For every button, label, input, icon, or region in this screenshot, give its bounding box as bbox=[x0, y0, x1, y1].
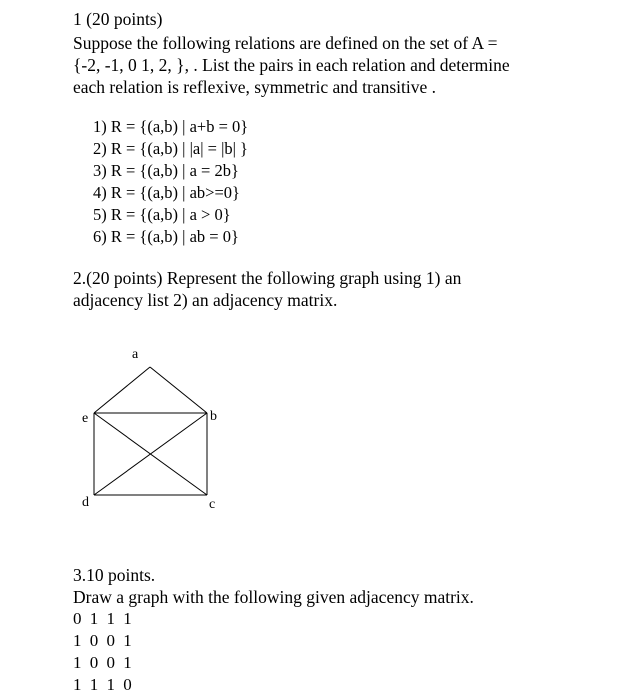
vertex-label-e: e bbox=[82, 411, 89, 426]
matrix-row-3: 1 0 0 1 bbox=[73, 653, 134, 672]
vertex-label-c: c bbox=[209, 497, 216, 512]
q1-heading: 1 (20 points) bbox=[73, 9, 163, 29]
matrix-row-1: 0 1 1 1 bbox=[73, 609, 134, 628]
edge-a-b bbox=[150, 367, 207, 413]
q1-text-line-2: {-2, -1, 0 1, 2, }, . List the pairs in each relation and determine bbox=[73, 55, 510, 75]
vertex-label-b: b bbox=[210, 409, 217, 424]
relation-2: 2) R = {(a,b) | |a| = |b| } bbox=[93, 139, 248, 158]
matrix-row-2: 1 0 0 1 bbox=[73, 631, 134, 650]
relation-3: 3) R = {(a,b) | a = 2b} bbox=[93, 161, 239, 180]
relation-6: 6) R = {(a,b) | ab = 0} bbox=[93, 227, 239, 246]
graph-figure bbox=[70, 340, 240, 520]
q2-text-line-1: 2.(20 points) Represent the following graph using 1) an bbox=[73, 268, 462, 288]
q3-text: Draw a graph with the following given adjacency matrix. bbox=[73, 587, 474, 607]
q2-text-line-2: adjacency list 2) an adjacency matrix. bbox=[73, 290, 338, 310]
matrix-row-4: 1 1 1 0 bbox=[73, 675, 134, 694]
relation-4: 4) R = {(a,b) | ab>=0} bbox=[93, 183, 240, 202]
vertex-label-d: d bbox=[82, 495, 89, 510]
relation-1: 1) R = {(a,b) | a+b = 0} bbox=[93, 117, 249, 136]
q3-heading: 3.10 points. bbox=[73, 565, 156, 585]
relation-5: 5) R = {(a,b) | a > 0} bbox=[93, 205, 231, 224]
vertex-label-a: a bbox=[132, 347, 139, 362]
graph-svg bbox=[70, 340, 240, 520]
q1-text-line-1: Suppose the following relations are defined on the set of A = bbox=[73, 33, 498, 53]
edge-a-e bbox=[94, 367, 150, 413]
q1-text-line-3: each relation is reflexive, symmetric and transitive . bbox=[73, 77, 436, 97]
